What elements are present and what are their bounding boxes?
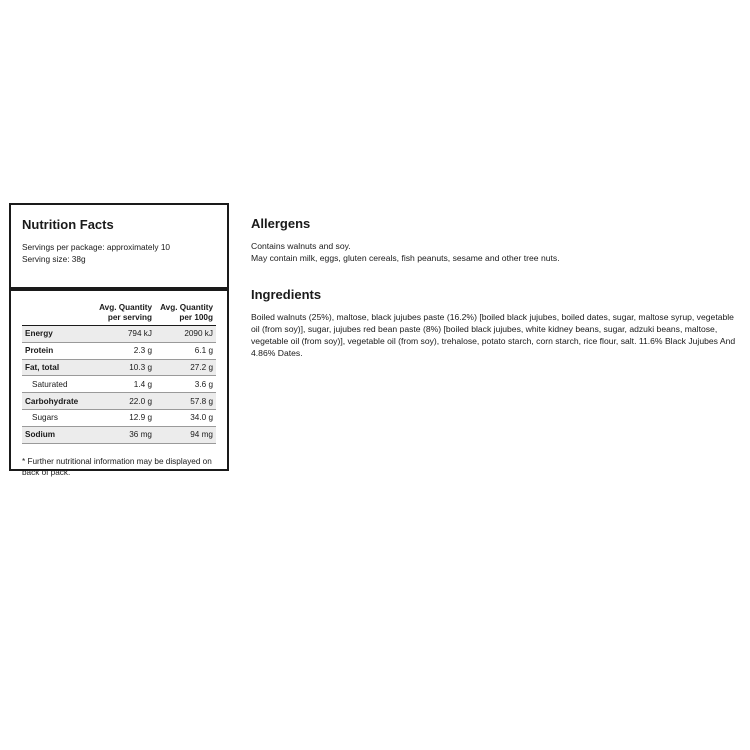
value-per-serving: 22.0 g [129, 396, 152, 406]
row-label: Sugars [32, 413, 58, 423]
table-row-sodium [22, 427, 216, 444]
value-per-serving: 36 mg [129, 430, 152, 440]
nutrition-footnote: * Further nutritional information may be displayed on back of pack. [22, 456, 212, 477]
nutrition-table [22, 303, 216, 444]
allergens-section [251, 216, 743, 265]
value-per-serving: 10.3 g [129, 362, 152, 372]
allergens-contains: Contains walnuts and soy. [251, 241, 351, 251]
table-header-row [22, 303, 216, 326]
value-per-100g: 2090 kJ [184, 329, 213, 339]
table-row-protein [22, 343, 216, 360]
allergens-may-contain: May contain milk, eggs, gluten cereals, fish peanuts, sesame and other tree nuts. [251, 253, 560, 264]
value-per-serving: 2.3 g [133, 346, 152, 356]
serving-size: Serving size: 38g [22, 254, 86, 264]
table-row-carbohydrate [22, 393, 216, 410]
nutrition-title: Nutrition Facts [22, 217, 114, 232]
thick-divider [11, 287, 227, 291]
ingredients-title: Ingredients [251, 286, 322, 302]
row-label: Saturated [32, 379, 68, 389]
ingredients-text: Boiled walnuts (25%), maltose, black jujubes paste (16.2%) [boiled black jujubes, boiled dates, sugar, maltose syrup, vegetable oil (from soy)], sugar, jujubes red bean paste (8%) [boiled black jujubes, white kidney beans, sugar, adzuki beans, maltose, vegetable oil (from soy)], vegetable oil (from soy), trehalose, potato starch, corn starch, rice flour, salt. 11.6% Black Jujubes And 4.86% Dates. [251, 311, 736, 359]
allergens-title: Allergens [251, 216, 311, 231]
table-row-saturated [22, 376, 216, 393]
col-header-per-serving: Avg. Quantity per serving [99, 303, 152, 322]
value-per-serving: 1.4 g [133, 379, 152, 389]
value-per-100g: 6.1 g [194, 346, 213, 356]
servings-per-package: Servings per package: approximately 10 [22, 242, 171, 252]
row-label: Carbohydrate [25, 396, 79, 406]
value-per-serving: 12.9 g [129, 413, 152, 423]
nutrition-header [11, 205, 227, 277]
table-row-fat-total [22, 360, 216, 377]
value-per-serving: 794 kJ [127, 329, 152, 339]
value-per-100g: 34.0 g [190, 413, 213, 423]
value-per-100g: 27.2 g [190, 362, 213, 372]
row-label: Protein [25, 346, 54, 356]
row-label: Fat, total [25, 362, 60, 372]
col-header-per-100g: Avg. Quantity per 100g [160, 303, 213, 322]
row-label: Energy [25, 329, 53, 339]
table-row-sugars [22, 410, 216, 427]
allergens-body [251, 240, 743, 265]
value-per-100g: 94 mg [190, 430, 213, 440]
value-per-100g: 57.8 g [190, 396, 213, 406]
product-info [251, 216, 743, 360]
value-per-100g: 3.6 g [194, 379, 213, 389]
nutrition-facts-panel [9, 203, 229, 477]
row-label: Sodium [25, 430, 56, 440]
ingredients-section [251, 287, 743, 360]
table-row-energy [22, 326, 216, 343]
